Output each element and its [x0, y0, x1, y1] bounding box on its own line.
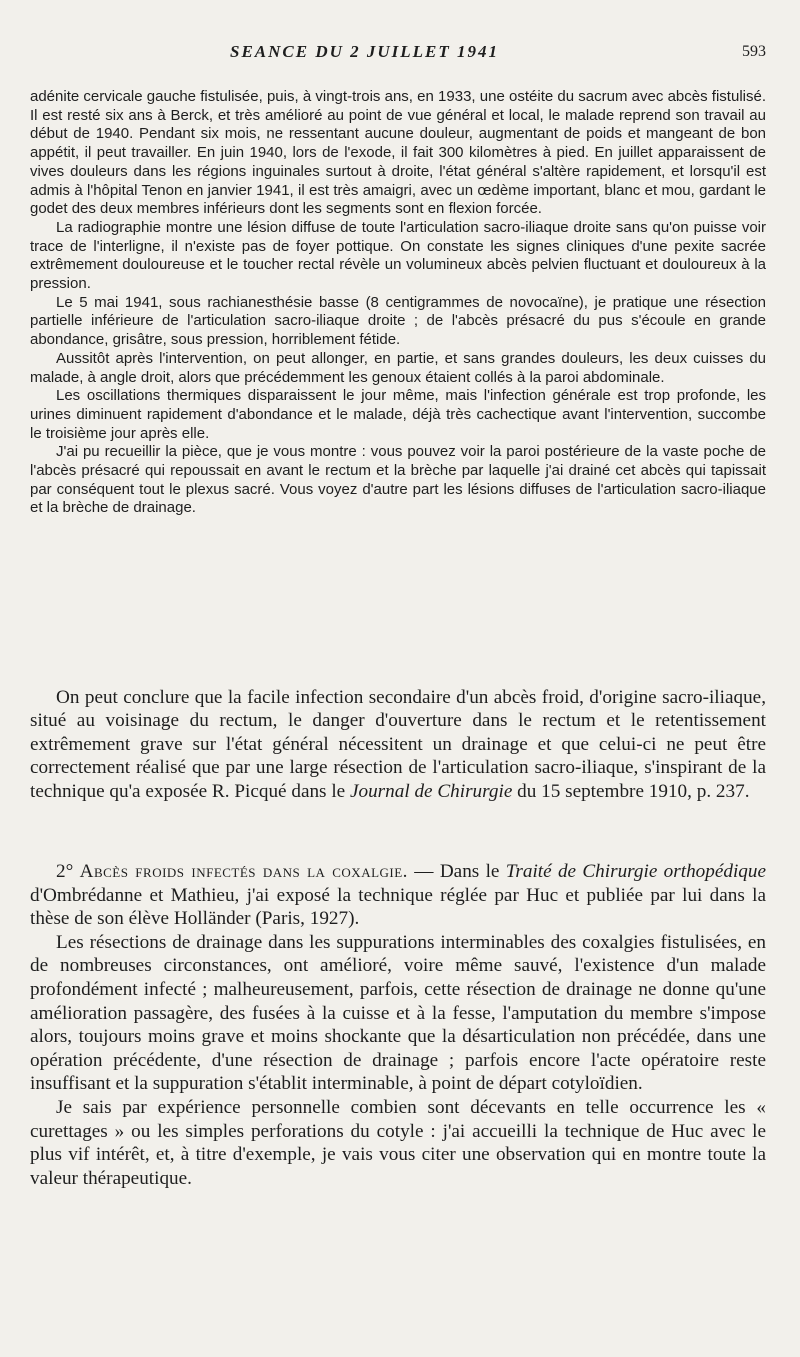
text-run: du 15 septembre 1910, p. 237.: [512, 780, 750, 802]
text-run: d'Ombrédanne et Mathieu, j'ai exposé la technique réglée par Huc et publiée par lui dans la thèse de son élève Holländer (Paris, 1927).: [30, 884, 766, 930]
paragraph: Le 5 mai 1941, sous rachianesthésie basse (8 centigrammes de novocaïne), je pratique une résection partielle inférieure de l'articulation sacro-iliaque droite ; de l'abcès présacré du pus s'écoule en grande abondance, grisâtre, sous pression, horriblement fétide.: [30, 293, 766, 349]
document-page: [30, 0, 766, 1357]
paragraph: Les résections de drainage dans les suppurations interminables des coxalgies fistulisées, en de nombreuses circonstances, ont amélioré, voire même sauvé, l'existence d'un malade profondément infecté ; malheureusement, parfois, cette résection de drainage ne donne qu'une amélioration passagère, des fusées à la cuisse et à la fesse, l'amputation du membre s'impose alors, toujours moins grave et moins shockante que la désarticulation non précédée, dans une opération précédente, d'une résection de drainage ; parfois encore l'acte opératoire reste insuffisant et la suppuration s'établit interminable, à point de départ cotyloïdien.: [30, 931, 766, 1095]
journal-title: Journal de Chirurgie: [349, 780, 513, 802]
case-report-small-text: [30, 88, 766, 518]
text-run: On peut conclure que la facile infection secondaire d'un abcès froid, d'origine sacro-iliaque, situé au voisinage du rectum, le danger d'ouverture dans le rectum et le retentissement extrêmement grave sur l'état général nécessitent un drainage et que celui-ci ne peut être correctement réalisé que par une large résection de l'articulation sacro-iliaque, s'inspirant de la technique qu'a exposée R. Picqué dans le: [30, 687, 766, 802]
paragraph: Aussitôt après l'intervention, on peut allonger, en partie, et sans grandes douleurs, les deux cuisses du malade, à angle droit, alors que précédemment les genoux étaient collés à la paroi abdominale.: [30, 349, 766, 386]
section-paragraph: [30, 860, 766, 931]
section-heading: Abcès froids infectés dans la coxalgie.: [79, 861, 408, 882]
running-title: SEANCE DU 2 JUILLET 1941: [230, 42, 500, 61]
page-number: 593: [742, 43, 766, 60]
running-head: [30, 42, 766, 64]
book-title: Traité de Chirurgie orthopédique: [505, 861, 767, 882]
conclusion-block: [30, 686, 766, 803]
paragraph: Les oscillations thermiques disparaissent le jour même, mais l'infection générale est trop profonde, les urines diminuent rapidement d'abondance et le malade, déjà très cachectique avant l'intervention, succombe le troisième jour après elle.: [30, 387, 766, 442]
paragraph: J'ai pu recueillir la pièce, que je vous montre : vous pouvez voir la paroi postérieure de la vaste poche de l'abcès présacré qui repoussait en avant le rectum et la brèche par laquelle j'ai drainé cet abcès qui tapissait par conséquent tout le plexus sacré. Vous voyez d'autre part les lésions diffuses de l'articulation sacro-iliaque et la brèche de drainage.: [30, 443, 766, 517]
paragraph: adénite cervicale gauche fistulisée, puis, à vingt-trois ans, en 1933, une ostéite du sacrum avec abcès fistulisé. Il est resté six ans à Berck, et très amélioré au point de vue général et local, le malade reprend son travail au début de 1940. Pendant six mois, ne ressentant aucune douleur, augmentant de poids et mangeant de bon appétit, il peut travailler. En juin 1940, lors de l'exode, il fait 300 kilomètres à pied. En juillet apparaissent de vives douleurs dans les régions inguinales surtout à droite, l'état général s'altère rapidement, et lorsqu'il est admis à l'hôpital Tenon en janvier 1941, il est très amaigri, avec un œdème important, blanc et mou, gardant le godet des deux membres inférieurs dont les segments sont en flexion forcée.: [30, 88, 766, 218]
conclusion-paragraph: [30, 686, 766, 803]
text-run: — Dans le: [407, 861, 506, 882]
section-coxalgie: [30, 860, 766, 1190]
section-number: 2°: [56, 861, 80, 882]
paragraph: La radiographie montre une lésion diffuse de toute l'articulation sacro-iliaque droite sans qu'on puisse voir trace de l'interligne, il n'existe pas de foyer pottique. On constate les signes cliniques d'une pexite sacrée extrêmement douloureuse et le toucher rectal révèle un volumineux abcès pelvien fluctuant et douloureux à la pression.: [30, 218, 766, 293]
paragraph: Je sais par expérience personnelle combien sont décevants en telle occurrence les « curettages » ou les simples perforations du cotyle : j'ai accueilli la technique de Huc avec le plus vif intérêt, et, à titre d'exemple, je vais vous citer une observation qui en montre toute la valeur thérapeutique.: [30, 1096, 766, 1189]
